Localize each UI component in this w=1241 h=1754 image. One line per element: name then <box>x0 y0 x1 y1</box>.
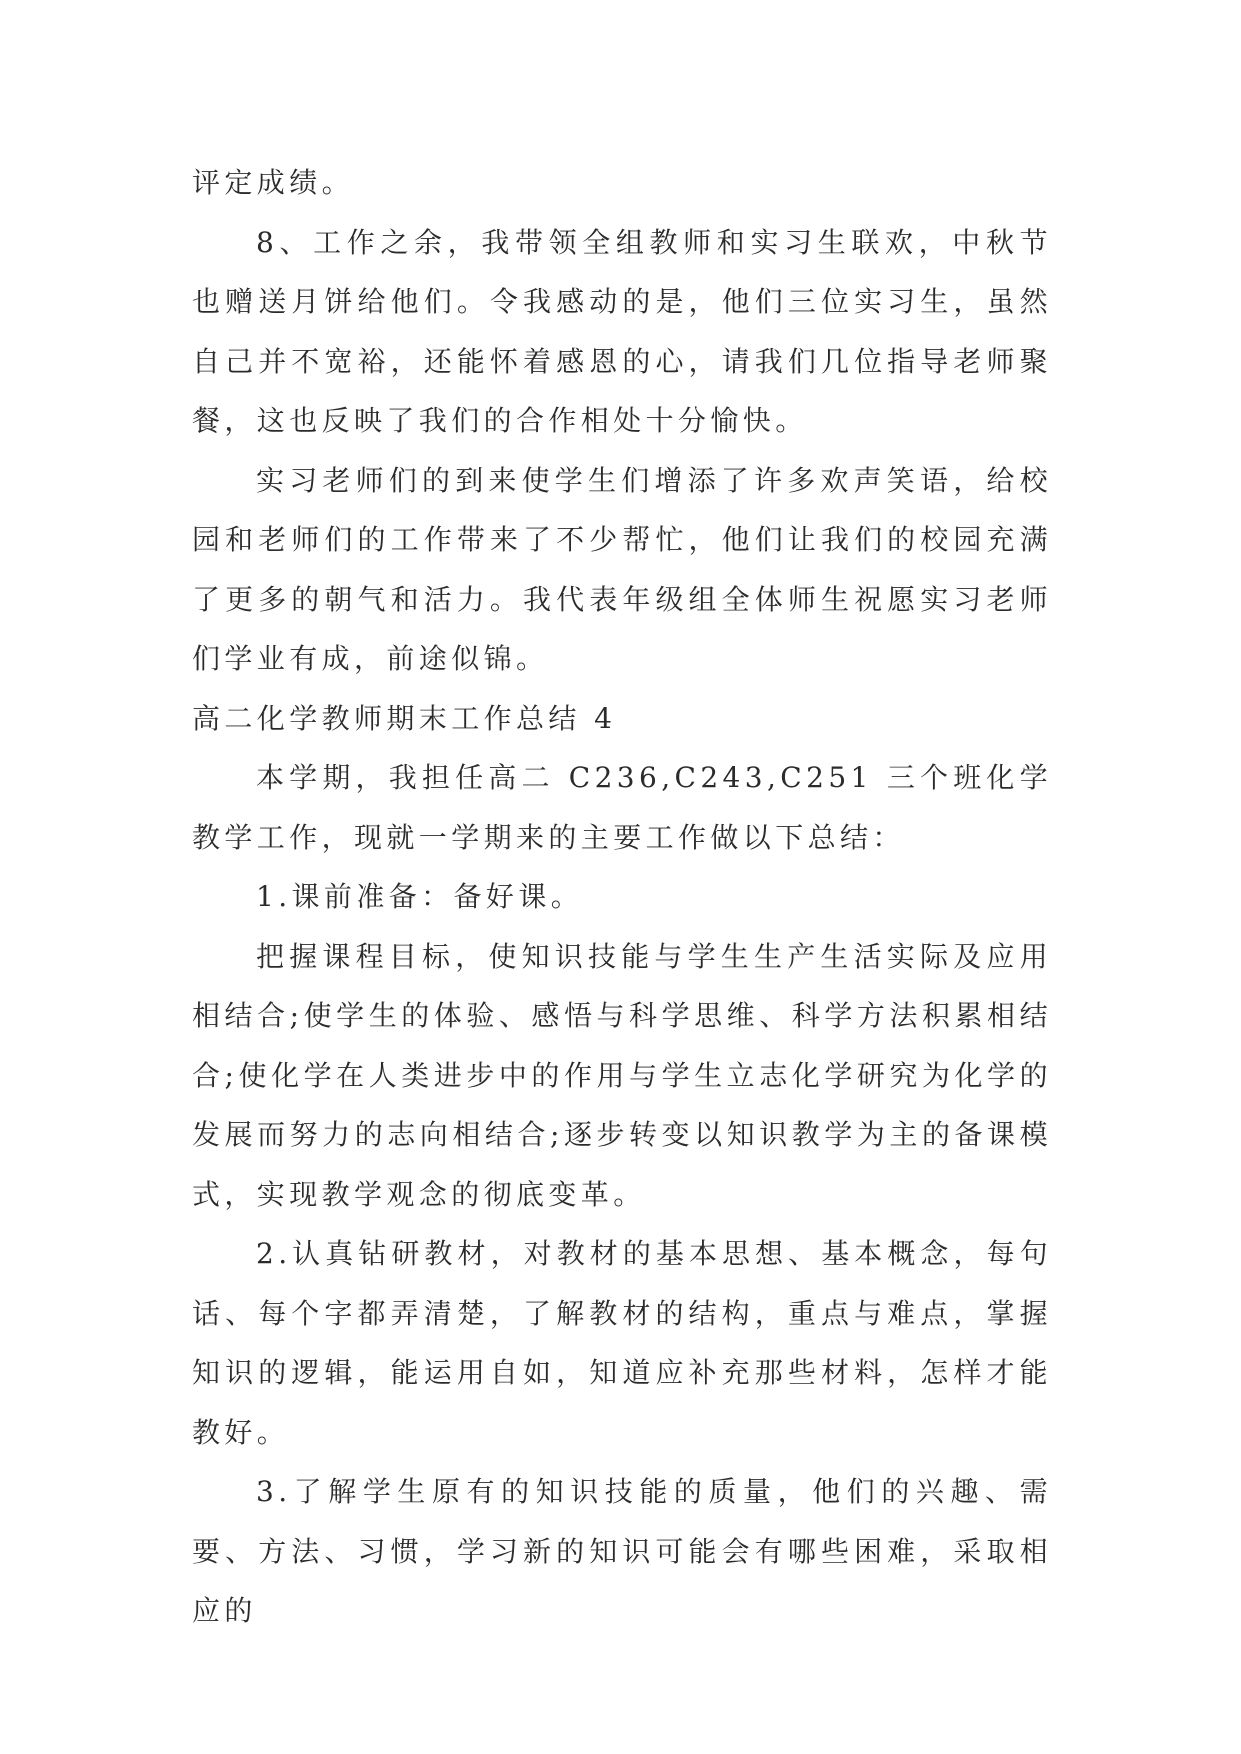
paragraph-intern-teachers: 实习老师们的到来使学生们增添了许多欢声笑语，给校园和老师们的工作带来了不少帮忙，他们让我们的校园充满了更多的朝气和活力。我代表年级组全体师生祝愿实习老师们学业有成，前途似锦。 <box>192 463 1052 675</box>
paragraph-item-2: 2.认真钻研教材，对教材的基本思想、基本概念，每句话、每个字都弄清楚，了解教材的结构，重点与难点，掌握知识的逻辑，能运用自如，知道应补充那些材料，怎样才能教好。 <box>192 1237 1052 1449</box>
section-heading: 高二化学教师期末工作总结 4 <box>192 701 617 735</box>
paragraph-course-goals: 把握课程目标，使知识技能与学生生产生活实际及应用相结合;使学生的体验、感悟与科学思维、科学方法积累相结合;使化学在人类进步中的作用与学生立志化学研究为化学的发展而努力的志向相结合;逐步转变以知识教学为主的备课模式，实现教学观念的彻底变革。 <box>192 939 1052 1211</box>
paragraph-item-3: 3.了解学生原有的知识技能的质量，他们的兴趣、需要、方法、习惯，学习新的知识可能会有哪些困难，采取相应的 <box>192 1475 1052 1627</box>
paragraph-item-1: 1.课前准备：备好课。 <box>256 880 584 913</box>
paragraph-intro: 本学期，我担任高二 C236,C243,C251 三个班化学教学工作，现就一学期来的主要工作做以下总结： <box>192 761 1052 854</box>
document-body <box>192 153 1052 1641</box>
paragraph-continuation: 评定成绩。 <box>192 166 355 199</box>
paragraph-item-8: 8、工作之余，我带领全组教师和实习生联欢，中秋节也赠送月饼给他们。令我感动的是，他们三位实习生，虽然自己并不宽裕，还能怀着感恩的心，请我们几位指导老师聚餐，这也反映了我们的合作相处十分愉快。 <box>192 225 1052 437</box>
